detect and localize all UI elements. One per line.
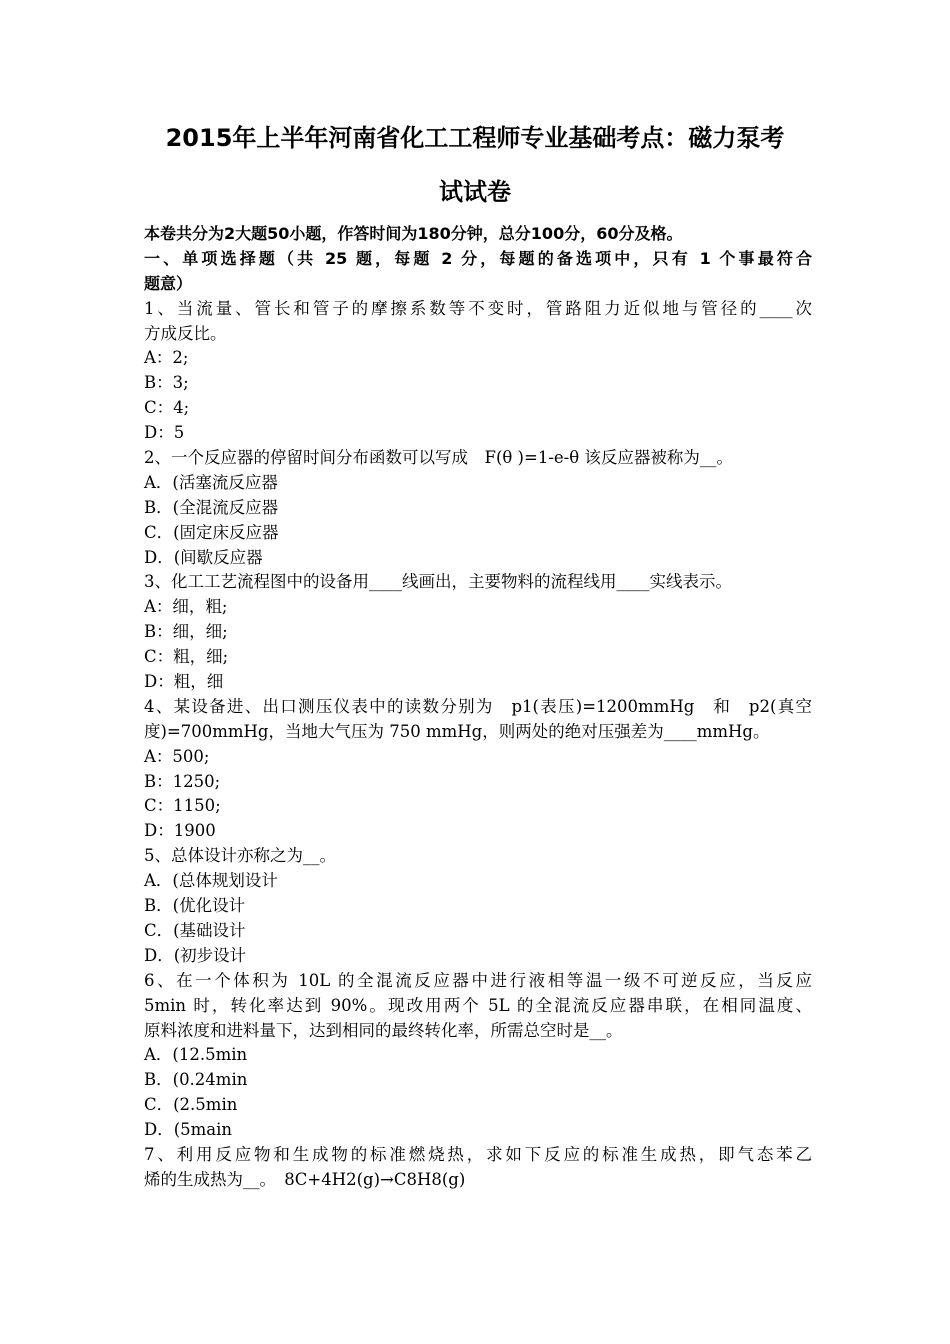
question-3-option-b: B：细，细; (144, 622, 228, 642)
question-6-option-a: A．(12.5min (144, 1045, 248, 1065)
question-6-option-d: D．(5main (144, 1120, 233, 1140)
question-1-text-line-2: 方成反比。 (144, 323, 227, 343)
document-title-line-2: 试试卷 (439, 178, 511, 206)
question-5-text-line-1: 5、总体设计亦称之为__。 (144, 846, 336, 866)
question-7-text-line-1: 7、利用反应物和生成物的标准燃烧热，求如下反应的标准生成热，即气态苯乙 (144, 1144, 812, 1164)
question-4-text-line-2: 度)=700mmHg，当地大气压为 750 mmHg，则两处的绝对压强差为____mmHg。 (144, 721, 770, 741)
question-5-option-d: D．(初步设计 (144, 945, 247, 965)
question-1-option-a: A：2; (144, 348, 189, 368)
question-6-option-b: B．(0.24min (144, 1070, 248, 1090)
question-6-option-c: C．(2.5min (144, 1095, 238, 1115)
question-1-option-d: D：5 (144, 423, 185, 443)
question-6-text-line-2: 5min 时，转化率达到 90%。现改用两个 5L 的全混流反应器串联，在相同温度、 (144, 995, 812, 1015)
question-6-text-line-1: 6、在一个体积为 10L 的全混流反应器中进行液相等温一级不可逆反应，当反应 (144, 970, 812, 990)
question-5-option-a: A．(总体规划设计 (144, 871, 278, 891)
question-4-option-b: B：1250; (144, 771, 221, 791)
question-2-option-c: C．(固定床反应器 (144, 522, 279, 542)
question-4-option-a: A：500; (144, 746, 210, 766)
question-3-option-d: D：粗，细 (144, 672, 224, 692)
question-5-option-b: B．(优化设计 (144, 896, 246, 916)
question-2-option-d: D．(间歇反应器 (144, 547, 263, 567)
question-2-text-line-1: 2、一个反应器的停留时间分布函数可以写成 F(θ )=1-e-θ 该反应器被称为__。 (144, 448, 733, 468)
question-1-option-b: B：3; (144, 373, 189, 393)
question-4-text-line-1: 4、某设备进、出口测压仪表中的读数分别为 p1(表压)=1200mmHg 和 p2(真空 (144, 696, 812, 716)
document-title-line-1: 2015年上半年河南省化工工程师专业基础考点：磁力泵考 (165, 124, 785, 152)
section-heading-line-2: 题意） (144, 273, 193, 293)
question-7-text-line-2: 烯的生成热为__。 8C+4H2(g)→C8H8(g) (144, 1169, 466, 1189)
exam-intro: 本卷共分为2大题50小题，作答时间为180分钟，总分100分，60分及格。 (144, 224, 683, 243)
question-3-text-line-1: 3、化工工艺流程图中的设备用____线画出，主要物料的流程线用____实线表示。 (144, 572, 732, 592)
question-3-option-a: A：细，粗; (144, 597, 228, 617)
section-heading-line-1: 一、单项选择题（共 25 题，每题 2 分，每题的备选项中，只有 1 个事最符合 (144, 248, 812, 268)
question-2-option-b: B．(全混流反应器 (144, 497, 279, 517)
question-4-option-d: D：1900 (144, 821, 216, 841)
document-body (144, 222, 812, 1193)
question-5-option-c: C．(基础设计 (144, 920, 246, 940)
question-4-option-c: C：1150; (144, 796, 221, 816)
question-1-text-line-1: 1、当流量、管长和管子的摩擦系数等不变时，管路阻力近似地与管径的____次 (144, 298, 812, 318)
question-2-option-a: A．(活塞流反应器 (144, 472, 278, 492)
question-3-option-c: C：粗，细; (144, 647, 229, 667)
question-1-option-c: C：4; (144, 398, 190, 418)
question-6-text-line-3: 原料浓度和进料量下，达到相同的最终转化率，所需总空时是__。 (144, 1020, 623, 1040)
